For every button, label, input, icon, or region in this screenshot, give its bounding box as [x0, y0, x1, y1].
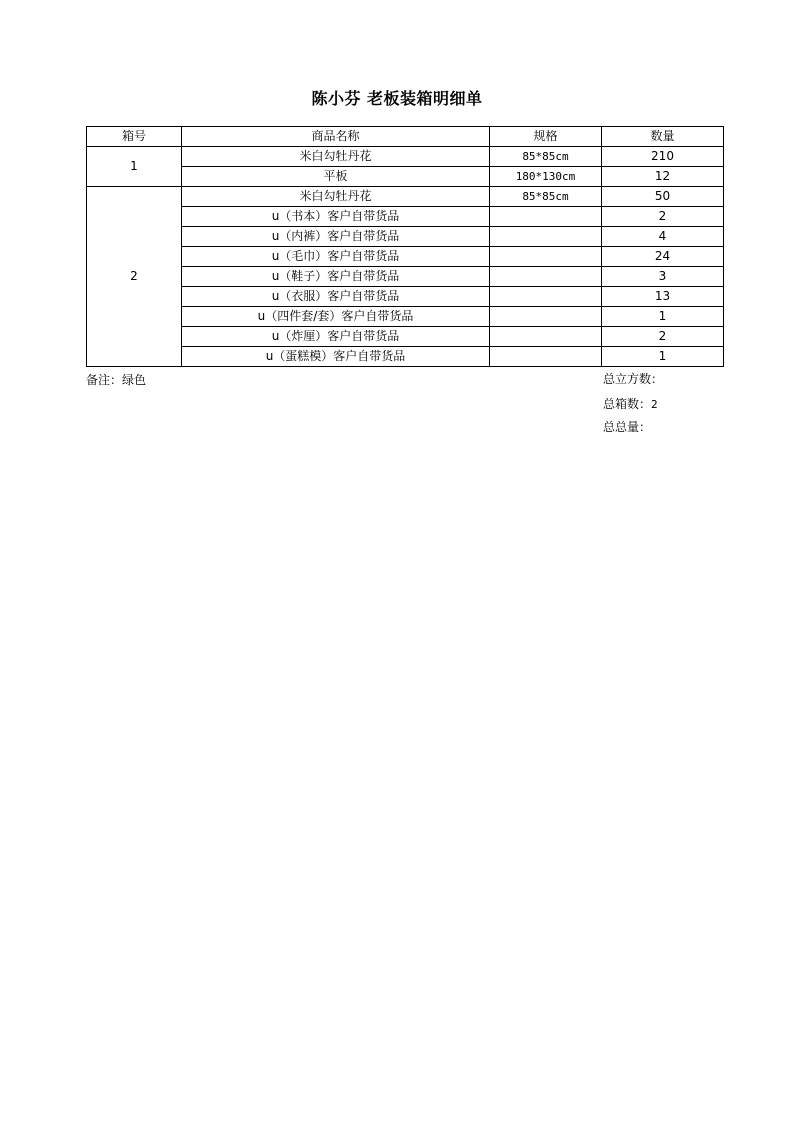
total-weight-line [603, 418, 651, 435]
product-name-cell: u（内裤）客户自带货品 [182, 227, 490, 247]
spec-cell [490, 287, 602, 307]
product-name-cell: u（衣服）客户自带货品 [182, 287, 490, 307]
product-name-cell: u（毛巾）客户自带货品 [182, 247, 490, 267]
qty-cell: 24 [602, 247, 724, 267]
qty-cell: 1 [602, 347, 724, 367]
qty-cell: 1 [602, 307, 724, 327]
packing-table [86, 126, 724, 367]
table-row [87, 287, 724, 307]
spec-cell: 85*85cm [490, 147, 602, 167]
table-row [87, 267, 724, 287]
table-row [87, 167, 724, 187]
table-row [87, 327, 724, 347]
product-name-cell: u（书本）客户自带货品 [182, 207, 490, 227]
qty-cell: 3 [602, 267, 724, 287]
qty-cell: 13 [602, 287, 724, 307]
product-name-cell: u（鞋子）客户自带货品 [182, 267, 490, 287]
box-no-cell: 2 [87, 187, 182, 367]
table-row [87, 307, 724, 327]
total-boxes-line [603, 395, 658, 412]
product-name-cell: u（四件套/套）客户自带货品 [182, 307, 490, 327]
table-row [87, 207, 724, 227]
table-row [87, 347, 724, 367]
qty-cell: 2 [602, 327, 724, 347]
spec-cell [490, 267, 602, 287]
table-row [87, 227, 724, 247]
product-name-cell: 米白勾牡丹花 [182, 187, 490, 207]
header-box-no: 箱号 [87, 127, 182, 147]
table-row [87, 187, 724, 207]
spec-cell [490, 227, 602, 247]
product-name-cell: u（炸厘）客户自带货品 [182, 327, 490, 347]
spec-cell: 85*85cm [490, 187, 602, 207]
header-spec: 规格 [490, 127, 602, 147]
page-title: 陈小芬 老板装箱明细单 [311, 89, 483, 108]
qty-cell: 2 [602, 207, 724, 227]
spec-cell [490, 327, 602, 347]
product-name-cell: u（蛋糕模）客户自带货品 [182, 347, 490, 367]
table-row [87, 147, 724, 167]
qty-cell: 50 [602, 187, 724, 207]
remark-note: 备注：绿色 [86, 373, 147, 387]
table-header-row [87, 127, 724, 147]
total-volume-line [603, 370, 663, 387]
spec-cell [490, 347, 602, 367]
total-weight-label: 总总量： [603, 420, 652, 434]
total-boxes-label: 总箱数： [603, 397, 652, 411]
total-boxes-value: 2 [651, 398, 658, 411]
spec-cell [490, 247, 602, 267]
header-qty: 数量 [602, 127, 724, 147]
product-name-cell: 米白勾牡丹花 [182, 147, 490, 167]
spec-cell [490, 207, 602, 227]
header-product-name: 商品名称 [182, 127, 490, 147]
total-volume-label: 总立方数： [603, 372, 664, 386]
spec-cell [490, 307, 602, 327]
qty-cell: 4 [602, 227, 724, 247]
product-name-cell: 平板 [182, 167, 490, 187]
spec-cell: 180*130cm [490, 167, 602, 187]
table-row [87, 247, 724, 267]
qty-cell: 12 [602, 167, 724, 187]
box-no-cell: 1 [87, 147, 182, 187]
qty-cell: 210 [602, 147, 724, 167]
